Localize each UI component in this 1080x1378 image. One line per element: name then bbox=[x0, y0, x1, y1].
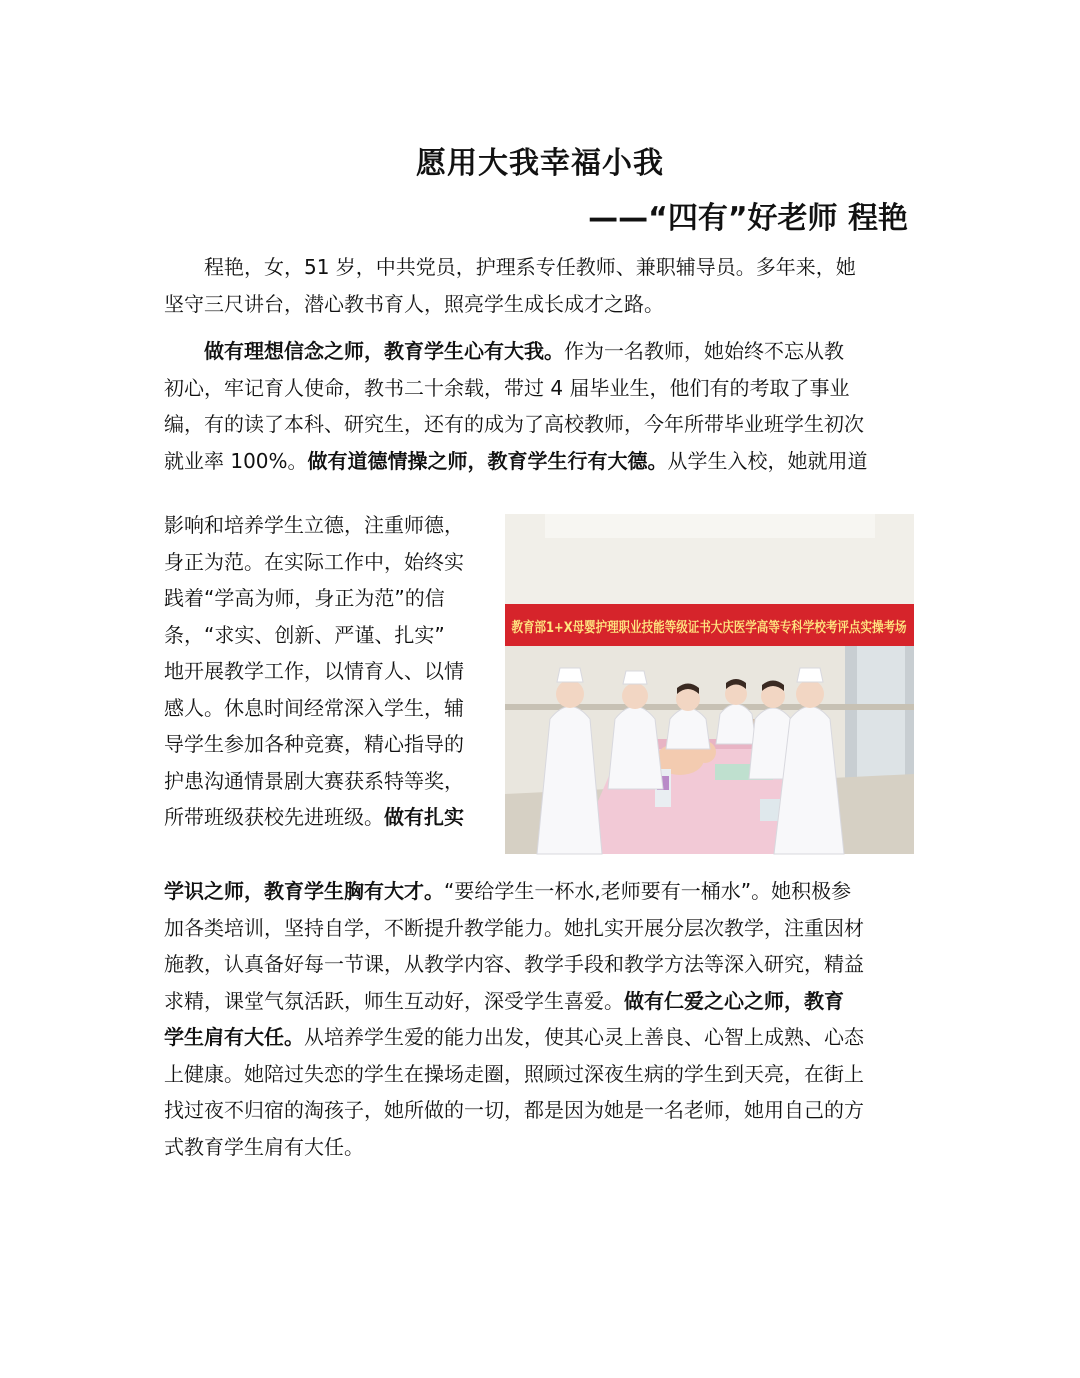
side-line: 践着“学高为师，身正为范”的信 bbox=[164, 586, 445, 610]
article-title: 愿用大我幸福小我 bbox=[416, 146, 664, 181]
side-line-last bbox=[164, 799, 494, 836]
classroom-photo bbox=[505, 514, 992, 854]
after-line-8: 式教育学生肩有大任。 bbox=[164, 1134, 364, 1159]
para2-line-3: 编，有的读了本科、研究生，还有的成为了高校教师，今年所带毕业班学生初次 bbox=[164, 412, 864, 436]
after-line4-a: 求精，课堂气氛活跃，师生互动好，深受学生喜爱。 bbox=[164, 988, 624, 1013]
heading-love: 做有仁爱之心之师，教育 bbox=[624, 988, 844, 1013]
heading-love-end: 学生肩有大任。 bbox=[164, 1025, 304, 1049]
after-line-1 bbox=[164, 873, 914, 910]
after-line5-rest: 从培养学生爱的能力出发，使其心灵上善良、心智上成熟、心态 bbox=[304, 1025, 864, 1049]
para2-line4-a: 就业率 100%。 bbox=[164, 448, 308, 473]
after-line-4 bbox=[164, 983, 914, 1020]
after-line1-rest: “要给学生一杯水,老师要有一桶水”。她积极参 bbox=[444, 879, 852, 903]
side-line: 感人。休息时间经常深入学生，辅 bbox=[164, 695, 464, 720]
side-line: 护患沟通情景剧大赛获系特等奖， bbox=[164, 768, 464, 793]
wrapped-text-column bbox=[164, 507, 494, 836]
para2-line-1 bbox=[164, 333, 914, 370]
heading-morality: 做有道德情操之师，教育学生行有大德。 bbox=[307, 448, 668, 473]
side-last-text: 所带班级获校先进班级。 bbox=[164, 805, 384, 829]
side-line: 条，“求实、创新、严谨、扎实” bbox=[164, 622, 445, 647]
heading-knowledge-start: 做有扎实 bbox=[384, 805, 464, 829]
after-line-3: 施教，认真备好每一节课，从教学内容、教学手段和教学方法等深入研究，精益 bbox=[164, 952, 864, 976]
article-subtitle: ——“四有”好老师 程艳 bbox=[588, 201, 908, 236]
banner-text: 教育部1+X母婴护理职业技能等级证书大庆医学高等专科学校考评点实操考场 bbox=[511, 620, 992, 636]
side-line: 导学生参加各种竞赛，精心指导的 bbox=[164, 732, 464, 756]
paragraph-after-photo bbox=[164, 873, 914, 1165]
intro-line-2: 坚守三尺讲台，潜心教书育人，照亮学生成长成才之路。 bbox=[164, 291, 664, 316]
para2-line-4 bbox=[164, 443, 914, 480]
para2-line4-b: 从学生入校，她就用道 bbox=[667, 448, 868, 473]
after-line-2: 加各类培训，坚持自学，不断提升教学能力。她扎实开展分层次教学，注重因材 bbox=[164, 915, 864, 940]
side-line: 影响和培养学生立德，注重师德， bbox=[164, 513, 464, 537]
para2-line1-rest: 作为一名教师，她始终不忘从教 bbox=[564, 339, 844, 363]
heading-knowledge: 学识之师，教育学生胸有大才。 bbox=[164, 879, 444, 903]
side-line: 地开展教学工作，以情育人、以情 bbox=[164, 659, 464, 683]
paragraph-2 bbox=[164, 333, 914, 479]
after-line-6: 上健康。她陪过失恋的学生在操场走圈，照顾过深夜生病的学生到天亮，在街上 bbox=[164, 1061, 864, 1086]
after-line-5 bbox=[164, 1019, 914, 1056]
heading-ideal: 做有理想信念之师，教育学生心有大我。 bbox=[204, 339, 564, 363]
para2-line-2: 初心，牢记育人使命，教书二十余载，带过 4 届毕业生，他们有的考取了事业 bbox=[164, 375, 850, 400]
side-line: 身正为范。在实际工作中，始终实 bbox=[164, 549, 464, 574]
intro-line-1: 程艳，女，51 岁，中共党员，护理系专任教师、兼职辅导员。多年来，她 bbox=[204, 255, 856, 279]
intro-paragraph bbox=[164, 249, 914, 322]
after-line-7: 找过夜不归宿的淘孩子，她所做的一切，都是因为她是一名老师，她用自己的方 bbox=[164, 1098, 864, 1122]
